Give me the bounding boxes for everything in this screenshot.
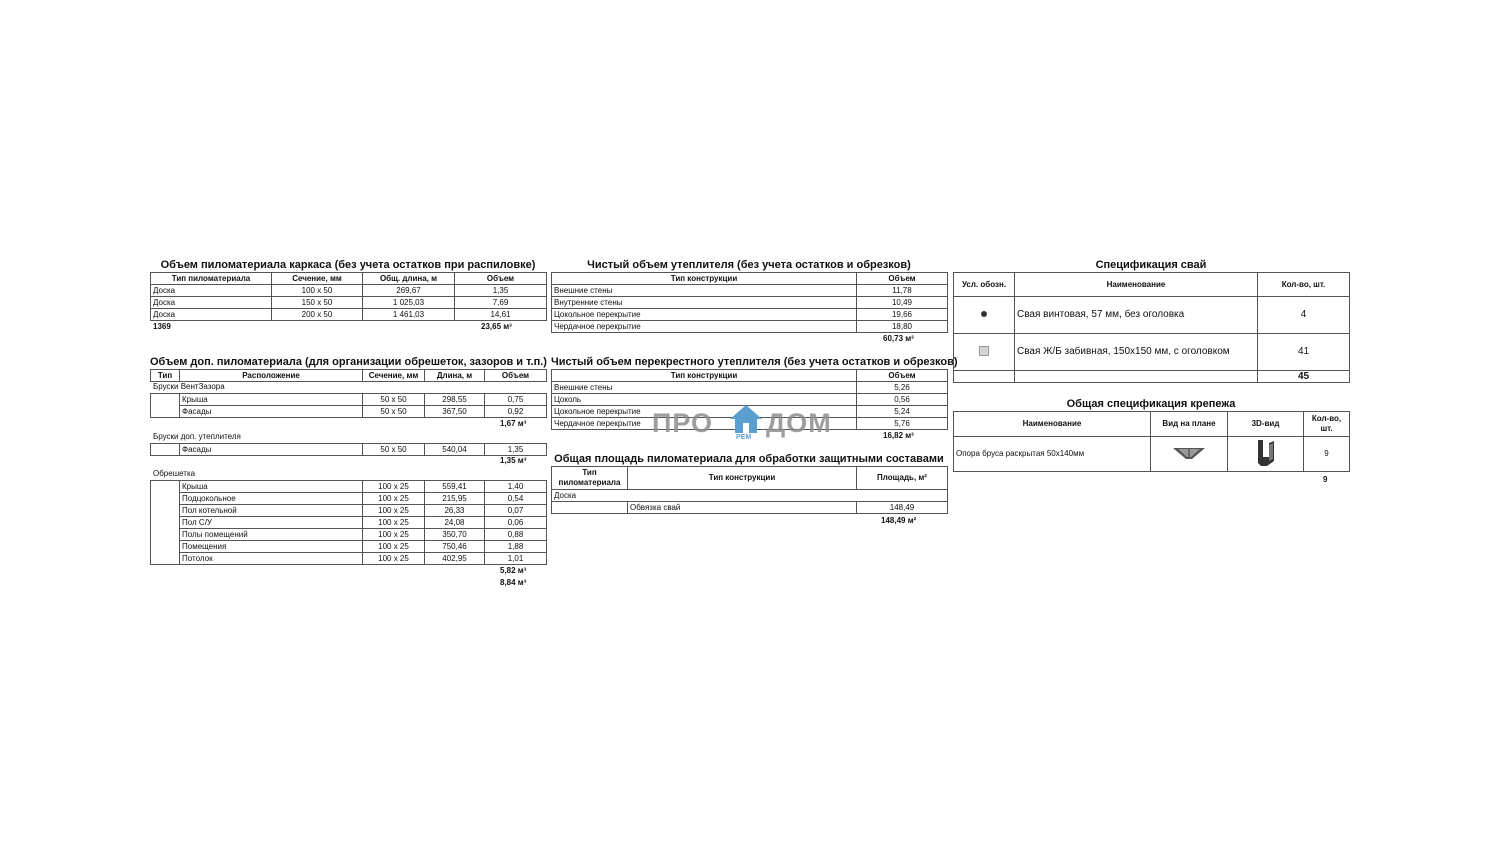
cell bbox=[151, 444, 180, 456]
header-cell: Длина, м bbox=[425, 370, 485, 382]
table-row bbox=[151, 406, 547, 418]
table-row bbox=[954, 297, 1350, 334]
cell: 0,88 bbox=[485, 529, 547, 541]
header-cell: 3D-вид bbox=[1228, 412, 1304, 437]
cell: 18,80 bbox=[857, 321, 948, 333]
cell: Крыша bbox=[180, 394, 363, 406]
cell: Внешние стены bbox=[552, 285, 857, 297]
cell: 367,50 bbox=[425, 406, 485, 418]
cell: 100 x 25 bbox=[363, 493, 425, 505]
cell: 24,08 bbox=[425, 517, 485, 529]
cell: 26,33 bbox=[425, 505, 485, 517]
extra-lumber-section bbox=[150, 356, 546, 591]
fasteners-table bbox=[953, 411, 1350, 472]
header-cell: Вид на плане bbox=[1151, 412, 1228, 437]
cell: Свая Ж/Б забивная, 150x150 мм, с оголовком bbox=[1015, 334, 1258, 371]
cell: 5,76 bbox=[857, 418, 948, 430]
cell: 0,92 bbox=[485, 406, 547, 418]
cell bbox=[151, 394, 180, 418]
table-row bbox=[151, 541, 547, 553]
cell bbox=[954, 334, 1015, 371]
insulation-section bbox=[551, 259, 947, 343]
cell: 100 x 25 bbox=[363, 529, 425, 541]
cell: 7,69 bbox=[455, 297, 547, 309]
table-row bbox=[954, 437, 1350, 472]
insulation-title: Чистый объем утеплителя (без учета остатков и обрезков) bbox=[587, 259, 911, 271]
header-cell: Объем bbox=[455, 273, 547, 285]
area-section bbox=[551, 453, 947, 525]
piles-total: 45 bbox=[1258, 371, 1350, 383]
header-cell: Усл. обозн. bbox=[954, 273, 1015, 297]
cell: 4 bbox=[1258, 297, 1350, 334]
header-cell: Объем bbox=[485, 370, 547, 382]
fasteners-section bbox=[953, 398, 1349, 484]
area-total: 148,49 м² bbox=[881, 516, 917, 525]
cell: Цокольное перекрытие bbox=[552, 406, 857, 418]
cell bbox=[954, 297, 1015, 334]
cell: 559,41 bbox=[425, 481, 485, 493]
insulation-table bbox=[551, 272, 948, 333]
cell: 14,61 bbox=[455, 309, 547, 321]
table-row bbox=[954, 371, 1350, 383]
header-cell: Расположение bbox=[180, 370, 363, 382]
cell: 298,55 bbox=[425, 394, 485, 406]
header-cell: Площадь, м² bbox=[857, 467, 948, 490]
table-row bbox=[151, 309, 547, 321]
bracket-3d-icon bbox=[1255, 439, 1277, 467]
cell: Полы помещений bbox=[180, 529, 363, 541]
cross-insulation-total: 16,82 м³ bbox=[883, 431, 914, 440]
extra-lumber-header bbox=[150, 369, 547, 382]
header-cell: Сечение, мм bbox=[272, 273, 363, 285]
cell: Доска bbox=[151, 309, 272, 321]
cell: 10,49 bbox=[857, 297, 948, 309]
header-cell: Тип конструкции bbox=[628, 467, 857, 490]
cell: Пол котельной bbox=[180, 505, 363, 517]
cell: Чердачное перекрытие bbox=[552, 321, 857, 333]
header-cell: Объем bbox=[857, 370, 948, 382]
group-label: Бруски доп. утеплителя bbox=[153, 432, 241, 441]
frame-count: 1369 bbox=[153, 322, 171, 331]
cell: Доска bbox=[151, 285, 272, 297]
cell: 0,07 bbox=[485, 505, 547, 517]
group-total: 1,35 м³ bbox=[500, 456, 527, 465]
table-row bbox=[552, 297, 948, 309]
cross-insulation-title: Чистый объем перекрестного утеплителя (без учета остатков и обрезков) bbox=[551, 356, 958, 368]
cell: 269,67 bbox=[363, 285, 455, 297]
cell: 750,46 bbox=[425, 541, 485, 553]
header-cell: Тип конструкции bbox=[552, 370, 857, 382]
cell: Чердачное перекрытие bbox=[552, 418, 857, 430]
cell bbox=[1151, 437, 1228, 472]
cell: 1,88 bbox=[485, 541, 547, 553]
frame-total: 23,65 м³ bbox=[481, 322, 512, 331]
table-row bbox=[552, 321, 948, 333]
gray-square-icon bbox=[979, 346, 989, 356]
table-row bbox=[151, 444, 547, 456]
table-row bbox=[552, 382, 948, 394]
table-row bbox=[151, 553, 547, 565]
cell bbox=[1228, 437, 1304, 472]
group-label: Бруски ВентЗазора bbox=[153, 382, 225, 391]
cell: 350,70 bbox=[425, 529, 485, 541]
table-row bbox=[552, 502, 948, 514]
cell: Свая винтовая, 57 мм, без оголовка bbox=[1015, 297, 1258, 334]
table-row bbox=[552, 285, 948, 297]
group-label: Обрешетка bbox=[153, 469, 196, 478]
cell: 0,56 bbox=[857, 394, 948, 406]
cell: 0,06 bbox=[485, 517, 547, 529]
cell: Пол С/У bbox=[180, 517, 363, 529]
cell: 540,04 bbox=[425, 444, 485, 456]
cell: Доска bbox=[151, 297, 272, 309]
cell: Крыша bbox=[180, 481, 363, 493]
cell: 0,54 bbox=[485, 493, 547, 505]
house-icon bbox=[729, 404, 763, 434]
cell: Обвязка свай bbox=[628, 502, 857, 514]
piles-title: Спецификация свай bbox=[1095, 259, 1207, 271]
table-row bbox=[151, 493, 547, 505]
table-row bbox=[151, 394, 547, 406]
cell: 148,49 bbox=[857, 502, 948, 514]
cell: Фасады bbox=[180, 444, 363, 456]
group-total: 1,67 м³ bbox=[500, 419, 527, 428]
cell: 100 x 50 bbox=[272, 285, 363, 297]
cell: 100 x 25 bbox=[363, 505, 425, 517]
cell: 1,01 bbox=[485, 553, 547, 565]
cell: Опора бруса раскрытая 50x140мм bbox=[954, 437, 1151, 472]
header-cell: Наименование bbox=[954, 412, 1151, 437]
table-row bbox=[954, 334, 1350, 371]
piles-section bbox=[953, 259, 1349, 383]
cell bbox=[151, 481, 180, 565]
cell: 402,95 bbox=[425, 553, 485, 565]
bracket-plan-icon bbox=[1172, 446, 1206, 460]
header-cell: Тип bbox=[151, 370, 180, 382]
frame-lumber-table bbox=[150, 272, 547, 321]
header-cell: Объем bbox=[857, 273, 948, 285]
cell: Цокольное перекрытие bbox=[552, 309, 857, 321]
cell: 50 x 50 bbox=[363, 444, 425, 456]
header-cell: Тип конструкции bbox=[552, 273, 857, 285]
cell: Цоколь bbox=[552, 394, 857, 406]
cell: 200 x 50 bbox=[272, 309, 363, 321]
table-row bbox=[552, 309, 948, 321]
cell bbox=[552, 502, 628, 514]
logo-text-right: ДОМ bbox=[766, 408, 832, 438]
cell: 0,75 bbox=[485, 394, 547, 406]
dark-dot-icon bbox=[981, 311, 987, 317]
cell: 9 bbox=[1304, 437, 1350, 472]
cell bbox=[1015, 371, 1258, 383]
cell: 100 x 25 bbox=[363, 517, 425, 529]
header-cell: Тип пиломатериала bbox=[552, 467, 628, 490]
logo-text-left: ПРО bbox=[652, 408, 714, 438]
grand-total: 8,84 м³ bbox=[500, 578, 527, 587]
insulation-total: 60,73 м³ bbox=[883, 334, 914, 343]
cell: 1 025,03 bbox=[363, 297, 455, 309]
cell: Потолок bbox=[180, 553, 363, 565]
header-cell: Кол-во, шт. bbox=[1304, 412, 1350, 437]
table-row bbox=[151, 481, 547, 493]
cell: Подцокольное bbox=[180, 493, 363, 505]
group-table bbox=[150, 393, 547, 418]
cell bbox=[954, 371, 1015, 383]
cell: 50 x 50 bbox=[363, 394, 425, 406]
area-table bbox=[551, 466, 948, 514]
frame-lumber-title: Объем пиломатериала каркаса (без учета остатков при распиловке) bbox=[160, 259, 536, 271]
frame-lumber-section bbox=[150, 259, 546, 331]
cell: 41 bbox=[1258, 334, 1350, 371]
cell: 1 461,03 bbox=[363, 309, 455, 321]
fasteners-total: 9 bbox=[1323, 475, 1328, 484]
extra-lumber-title: Объем доп. пиломатериала (для организации обрешеток, зазоров и т.п.) bbox=[150, 356, 547, 368]
header-cell: Наименование bbox=[1015, 273, 1258, 297]
table-row bbox=[151, 529, 547, 541]
cell: 11,78 bbox=[857, 285, 948, 297]
piles-table bbox=[953, 272, 1350, 383]
cell: 215,95 bbox=[425, 493, 485, 505]
cell: 150 x 50 bbox=[272, 297, 363, 309]
group-table bbox=[150, 443, 547, 456]
header-cell: Сечение, мм bbox=[363, 370, 425, 382]
cell: 1,35 bbox=[485, 444, 547, 456]
cell: Внешние стены bbox=[552, 382, 857, 394]
area-title: Общая площадь пиломатериала для обработки защитными составами bbox=[554, 453, 944, 465]
cell: 19,66 bbox=[857, 309, 948, 321]
logo-sub: РЕМ bbox=[736, 434, 752, 441]
cell: 100 x 25 bbox=[363, 481, 425, 493]
cell: 1,40 bbox=[485, 481, 547, 493]
cell: Внутренние стены bbox=[552, 297, 857, 309]
cell: 5,26 bbox=[857, 382, 948, 394]
logo bbox=[652, 404, 852, 444]
header-cell: Общ. длина, м bbox=[363, 273, 455, 285]
group-total: 5,82 м³ bbox=[500, 566, 527, 575]
cell: 50 x 50 bbox=[363, 406, 425, 418]
table-row bbox=[151, 517, 547, 529]
cell: 5,24 bbox=[857, 406, 948, 418]
group-label: Доска bbox=[552, 490, 948, 502]
table-row bbox=[151, 285, 547, 297]
cell: 100 x 25 bbox=[363, 541, 425, 553]
cell: Фасады bbox=[180, 406, 363, 418]
group-table bbox=[150, 480, 547, 565]
table-row bbox=[151, 297, 547, 309]
table-row bbox=[552, 490, 948, 502]
cell: Помещения bbox=[180, 541, 363, 553]
header-cell: Кол-во, шт. bbox=[1258, 273, 1350, 297]
fasteners-title: Общая спецификация крепежа bbox=[1066, 398, 1236, 410]
header-cell: Тип пиломатериала bbox=[151, 273, 272, 285]
cell: 100 x 25 bbox=[363, 553, 425, 565]
table-row bbox=[151, 505, 547, 517]
cell: 1,35 bbox=[455, 285, 547, 297]
